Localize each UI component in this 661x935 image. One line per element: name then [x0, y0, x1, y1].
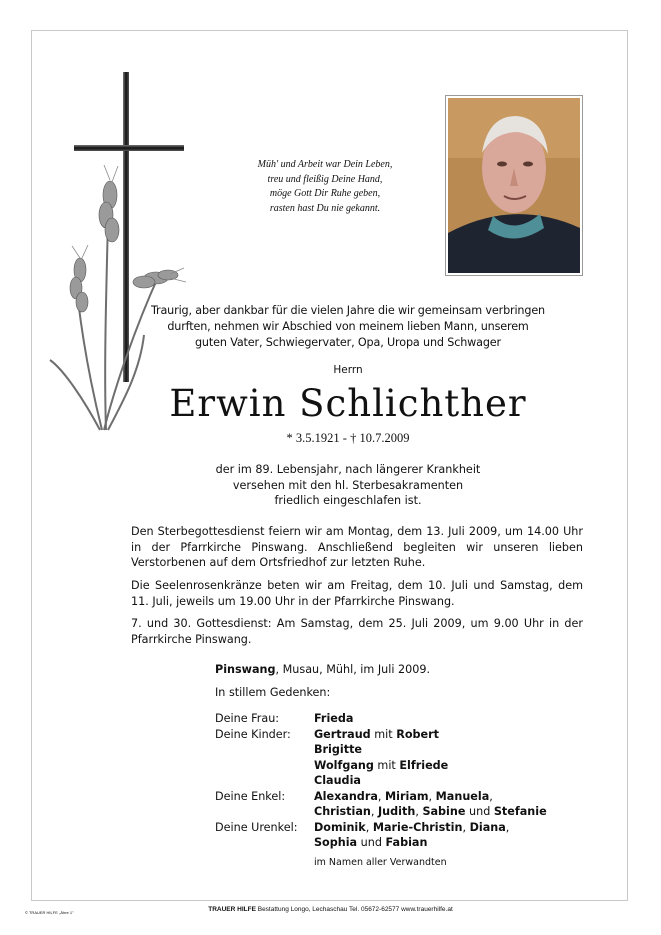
- family-row-grandchildren: Deine Enkel: Alexandra, Miriam, Manuela,: [215, 789, 493, 803]
- deceased-name: Erwin Schlichther: [169, 382, 527, 425]
- family-member: Fabian: [385, 836, 428, 849]
- poem-line: möge Gott Dir Ruhe geben,: [269, 188, 381, 199]
- family-connector: und: [360, 836, 382, 849]
- copyright-note: © TRAUER HILFE „Ähre 1": [25, 910, 74, 915]
- passing-text: [150, 462, 546, 509]
- poem-line: Müh' und Arbeit war Dein Leben,: [257, 159, 393, 170]
- family-label: Deine Enkel:: [215, 789, 286, 803]
- intro-text: [150, 303, 546, 350]
- family-row-grandchildren-2: Christian, Judith, Sabine und Stefanie: [314, 805, 547, 818]
- family-member: Frieda: [314, 712, 354, 725]
- family-member: Manuela: [435, 789, 490, 803]
- family-member: Marie-Christin: [372, 820, 463, 834]
- on-behalf-line: im Namen aller Verwandten: [314, 857, 447, 868]
- family-member: Christian: [314, 805, 371, 818]
- memorial-mass-paragraph: 7. und 30. Gottesdienst: Am Samstag, dem 25. Juli 2009, um 9.00 Uhr in der Pfarrkirche Pinswang.: [131, 617, 583, 646]
- family-member: Gertraud: [314, 727, 371, 741]
- family-member: Wolfgang: [314, 758, 374, 772]
- family-member: Sophia: [314, 836, 358, 849]
- family-row-great-grandchildren: Deine Urenkel: Dominik, Marie-Christin, Diana,: [215, 820, 510, 834]
- family-row-children: [215, 727, 595, 743]
- place-rest: , Musau, Mühl, im Juli 2009.: [275, 663, 431, 676]
- family-member: Elfriede: [399, 758, 449, 772]
- family-member: Diana: [469, 820, 506, 834]
- family-label: Deine Urenkel:: [215, 820, 298, 834]
- family-member: Brigitte: [314, 743, 363, 756]
- footer-details: Bestattung Longo, Lechaschau Tel. 05672-62577 www.trauerhilfe.at: [255, 906, 453, 913]
- remembrance-line: In stillem Gedenken:: [215, 686, 331, 699]
- family-member: Judith: [378, 805, 416, 818]
- family-connector: mit: [377, 758, 396, 772]
- poem-line: treu und fleißig Deine Hand,: [267, 173, 383, 185]
- footer-imprint: [0, 906, 661, 913]
- passing-line: der im 89. Lebensjahr, nach längerer Krankheit: [215, 463, 481, 476]
- family-member: Sabine: [422, 805, 466, 818]
- family-member: Stefanie: [493, 805, 547, 818]
- family-member: Alexandra: [314, 789, 378, 803]
- intro-line: Traurig, aber dankbar für die vielen Jahre die wir gemeinsam verbringen: [150, 304, 545, 317]
- family-member: Claudia: [314, 774, 361, 787]
- place-date: [215, 663, 430, 676]
- family-row-children-2: [215, 742, 595, 758]
- intro-line: durften, nehmen wir Abschied von meinem lieben Mann, unserem: [167, 319, 529, 333]
- family-member: Robert: [396, 727, 439, 741]
- funeral-service-paragraph: Den Sterbegottesdienst feiern wir am Montag, dem 13. Juli 2009, um 14.00 Uhr in der Pfarrkirche Pinswang. Anschließend begleiten wir unseren lieben Verstorbenen auf dem Ortsfriedhof zur letzten Ruhe.: [131, 525, 583, 570]
- family-row-great-grandchildren-2: [215, 835, 595, 851]
- family-row-children-4: [215, 773, 595, 789]
- life-dates: * 3.5.1921 - † 10.7.2009: [286, 431, 410, 445]
- family-row-children-3: [215, 758, 595, 774]
- footer-brand: TRAUER HILFE: [208, 906, 256, 913]
- poem: [200, 158, 450, 216]
- family-connector: und: [469, 805, 491, 818]
- rosary-paragraph: Die Seelenrosenkränze beten wir am Freitag, dem 10. Juli und Samstag, dem 11. Juli, jeweils um 19.00 Uhr in der Pfarrkirche Pinswang.: [131, 579, 583, 608]
- family-member: Miriam: [385, 789, 429, 803]
- family-list: [215, 711, 595, 851]
- passing-line: friedlich eingeschlafen ist.: [274, 494, 422, 507]
- family-connector: mit: [374, 727, 393, 741]
- passing-line: versehen mit den hl. Sterbesakramenten: [232, 478, 464, 492]
- family-label: Deine Kinder:: [215, 727, 291, 741]
- salutation: Herrn: [333, 364, 363, 376]
- intro-line: guten Vater, Schwiegervater, Opa, Uropa und Schwager: [194, 335, 501, 349]
- poem-line: rasten hast Du nie gekannt.: [269, 202, 381, 214]
- portrait-photo: [445, 95, 583, 276]
- family-row-wife: [215, 711, 595, 727]
- family-label: Deine Frau:: [215, 712, 280, 725]
- family-member: Dominik: [314, 820, 366, 834]
- place-town: Pinswang: [215, 663, 276, 676]
